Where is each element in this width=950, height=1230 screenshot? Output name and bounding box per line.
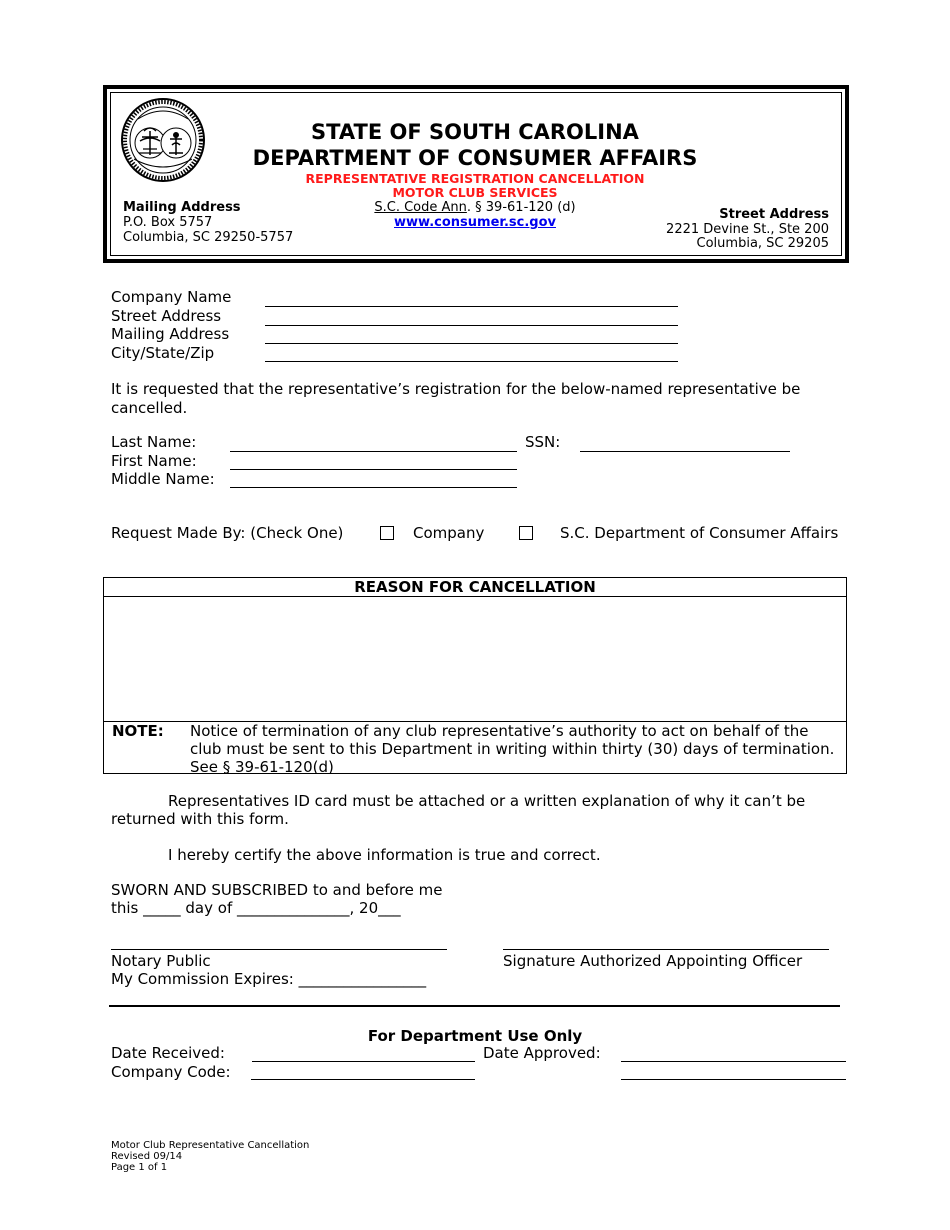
certify-text: I hereby certify the above information is true and correct. [168, 846, 601, 864]
officer-signature-label: Signature Authorized Appointing Officer [503, 952, 803, 970]
subtitle-line-1: REPRESENTATIVE REGISTRATION CANCELLATION [305, 171, 645, 186]
street-address-line1: 2221 Devine St., Ste 200 [666, 222, 829, 237]
company-mailing-field[interactable] [265, 343, 678, 344]
id-card-text-line2: returned with this form. [111, 810, 289, 828]
code-reference-section: . § 39-61-120 (d) [466, 200, 576, 215]
website-link[interactable]: www.consumer.sc.gov [394, 215, 556, 230]
mailing-address-line1: P.O. Box 5757 [123, 215, 213, 230]
last-name-field[interactable] [230, 451, 517, 452]
middle-name-field[interactable] [230, 487, 517, 488]
company-city-label: City/State/Zip [111, 344, 215, 362]
notary-public-label: Notary Public [111, 952, 211, 970]
ssn-label: SSN: [525, 433, 561, 451]
reason-box [103, 577, 847, 774]
subtitle-line-2: MOTOR CLUB SERVICES [392, 185, 558, 200]
request-statement: It is requested that the representative’s registration for the below-named representative be cancelled. [111, 380, 801, 417]
code-reference-link[interactable]: S.C. Code Ann [374, 200, 467, 215]
middle-name-label: Middle Name: [111, 470, 215, 488]
title-line-1: STATE OF SOUTH CAROLINA [311, 120, 639, 144]
first-name-field[interactable] [230, 469, 517, 470]
note-row [104, 721, 846, 776]
company-option-label: Company [413, 524, 485, 542]
department-checkbox[interactable] [519, 526, 533, 540]
date-received-field[interactable] [252, 1061, 475, 1062]
note-label: NOTE: [112, 722, 164, 740]
sworn-line2: this _____ day of _______________, 20___ [111, 899, 401, 917]
department-use-heading: For Department Use Only [367, 1027, 583, 1045]
company-code-field[interactable] [251, 1079, 475, 1080]
request-made-by-label: Request Made By: (Check One) [111, 524, 344, 542]
department-option-label: S.C. Department of Consumer Affairs [560, 524, 839, 542]
company-checkbox[interactable] [380, 526, 394, 540]
mailing-address-label: Mailing Address [123, 200, 241, 215]
id-card-text-line1: Representatives ID card must be attached or a written explanation of why it can’t be [168, 792, 806, 810]
company-code-label: Company Code: [111, 1063, 231, 1081]
company-street-label: Street Address [111, 307, 222, 325]
street-address-line2: Columbia, SC 29205 [696, 236, 829, 251]
footer-form-name: Motor Club Representative Cancellation [111, 1140, 310, 1151]
company-street-field[interactable] [265, 325, 678, 326]
last-name-label: Last Name: [111, 433, 197, 451]
company-mailing-label: Mailing Address [111, 325, 230, 343]
footer-revision: Revised 09/14 [111, 1151, 183, 1162]
footer-page-number: Page 1 of 1 [111, 1162, 168, 1173]
note-text: Notice of termination of any club representative’s authority to act on behalf of the club must be sent to this Department in writing within thirty (30) days of termination. See § 39-61-120(d) [190, 722, 835, 776]
section-divider [109, 1005, 840, 1007]
date-approved-label: Date Approved: [483, 1044, 601, 1062]
date-approved-field[interactable] [621, 1061, 846, 1062]
company-city-field[interactable] [265, 361, 678, 362]
officer-signature-line[interactable] [503, 949, 829, 950]
sworn-line1: SWORN AND SUBSCRIBED to and before me [111, 881, 443, 899]
reason-heading: REASON FOR CANCELLATION [104, 578, 846, 597]
extra-field[interactable] [621, 1079, 846, 1080]
ssn-field[interactable] [580, 451, 790, 452]
first-name-label: First Name: [111, 452, 197, 470]
mailing-address-line2: Columbia, SC 29250-5757 [123, 230, 294, 245]
date-received-label: Date Received: [111, 1044, 225, 1062]
notary-signature-line[interactable] [111, 949, 447, 950]
title-line-2: DEPARTMENT OF CONSUMER AFFAIRS [252, 146, 698, 170]
company-name-field[interactable] [265, 306, 678, 307]
reason-text-area[interactable] [104, 597, 846, 721]
company-name-label: Company Name [111, 288, 232, 306]
street-address-label: Street Address [719, 207, 829, 222]
commission-expires-label: My Commission Expires: _________________ [111, 970, 427, 988]
